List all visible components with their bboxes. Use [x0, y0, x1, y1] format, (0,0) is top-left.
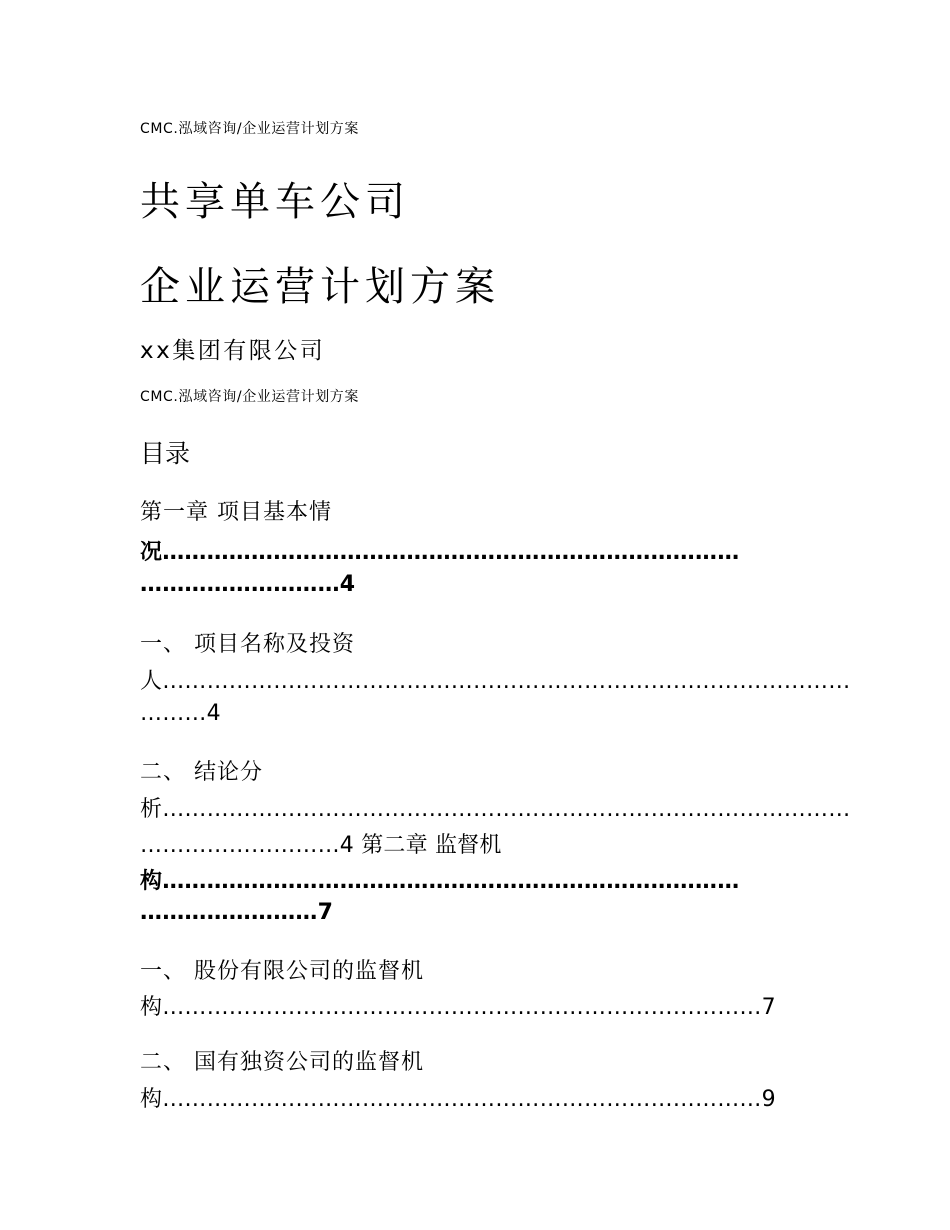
toc-section-1-2-leader[interactable]: 析…………………………………………………………………………………	[140, 797, 851, 822]
toc-section-1-2-page-and-chapter-2[interactable]: ………………………4 第二章 监督机	[140, 833, 502, 858]
toc-chapter-2-leader[interactable]: 构……………………………………………………………………	[140, 869, 740, 894]
toc-chapter-1-leader[interactable]: 况……………………………………………………………………	[140, 540, 740, 565]
toc-chapter-1-page[interactable]: ………………………4	[140, 572, 356, 597]
toc-chapter-2-page[interactable]: ……………………7	[140, 900, 334, 925]
toc-heading: 目录	[140, 439, 191, 468]
toc-section-1-2-title[interactable]: 二、 结论分	[140, 760, 263, 785]
toc-section-2-2-title[interactable]: 二、 国有独资公司的监督机	[140, 1050, 424, 1075]
running-header-secondary: CMC.泓域咨询/企业运营计划方案	[140, 389, 359, 405]
cover-title-line-2: 企业运营计划方案	[140, 264, 500, 310]
toc-chapter-1-title[interactable]: 第一章 项目基本情	[140, 500, 332, 525]
toc-section-1-1-title[interactable]: 一、 项目名称及投资	[140, 632, 355, 657]
toc-section-1-1-leader[interactable]: 人…………………………………………………………………………………	[140, 669, 851, 694]
toc-section-2-1-leader[interactable]: 构………………………………………………………………………7	[140, 995, 776, 1020]
toc-section-1-1-page[interactable]: ………4	[140, 701, 221, 726]
company-name: xx集团有限公司	[140, 338, 326, 364]
cover-title-line-1: 共享单车公司	[140, 179, 410, 225]
toc-section-2-1-title[interactable]: 一、 股份有限公司的监督机	[140, 959, 424, 984]
toc-section-2-2-leader[interactable]: 构………………………………………………………………………9	[140, 1087, 776, 1112]
running-header: CMC.泓域咨询/企业运营计划方案	[140, 121, 359, 137]
